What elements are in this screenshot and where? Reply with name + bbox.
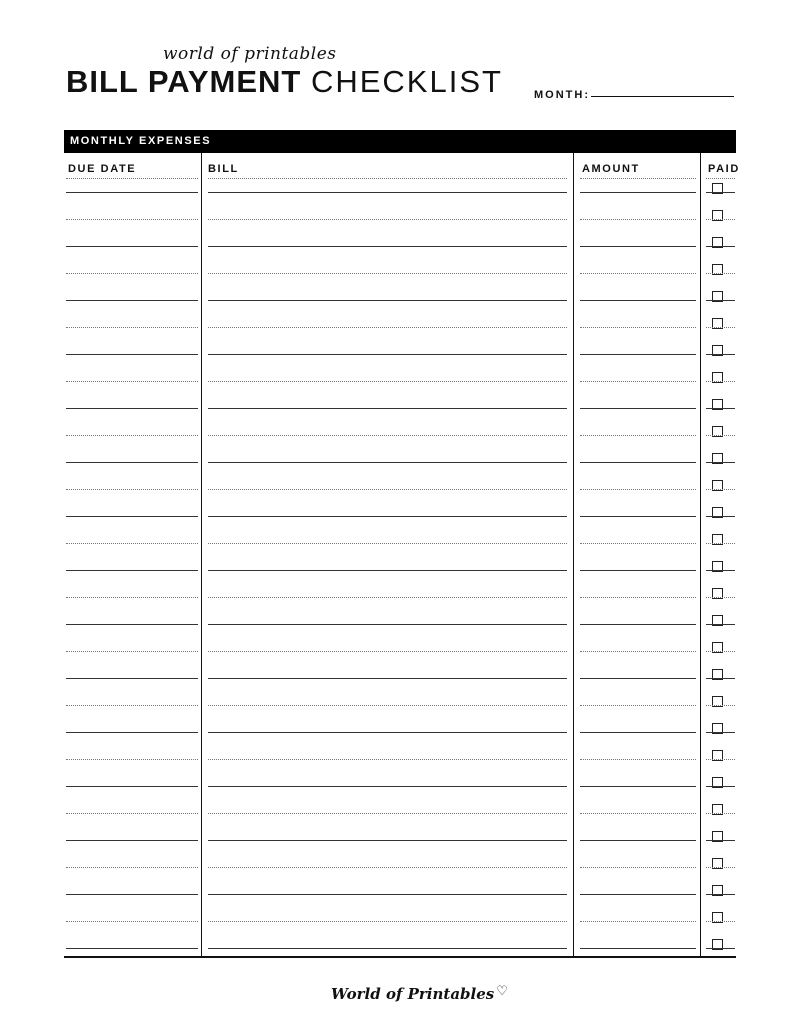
dotted-rule — [706, 651, 735, 652]
dotted-rule — [580, 435, 696, 436]
dotted-rule — [66, 543, 198, 544]
writing-line — [208, 408, 567, 409]
column-header-due-date: DUE DATE — [68, 163, 137, 175]
dotted-rule — [580, 597, 696, 598]
writing-line — [66, 570, 198, 571]
dotted-rule — [580, 273, 696, 274]
dotted-rule — [66, 435, 198, 436]
dotted-rule — [66, 651, 198, 652]
dotted-rule — [208, 543, 567, 544]
writing-line — [706, 786, 735, 787]
dotted-rule — [580, 543, 696, 544]
dotted-rule — [66, 597, 198, 598]
writing-line — [580, 408, 696, 409]
title-light: CHECKLIST — [310, 64, 503, 99]
writing-line — [706, 570, 735, 571]
writing-line — [706, 624, 735, 625]
dotted-rule — [580, 759, 696, 760]
writing-line — [208, 246, 567, 247]
writing-line — [580, 354, 696, 355]
writing-line — [208, 570, 567, 571]
dotted-rule — [706, 543, 735, 544]
dotted-rule — [208, 597, 567, 598]
dotted-rule — [706, 705, 735, 706]
writing-line — [706, 354, 735, 355]
dotted-rule — [706, 435, 735, 436]
dotted-rule — [66, 381, 198, 382]
dotted-rule — [208, 813, 567, 814]
writing-line — [706, 192, 735, 193]
dotted-rule — [706, 867, 735, 868]
month-label: MONTH: — [534, 89, 590, 101]
dotted-rule — [66, 178, 198, 179]
writing-line — [706, 408, 735, 409]
writing-line — [66, 192, 198, 193]
dotted-rule — [208, 327, 567, 328]
writing-line — [706, 732, 735, 733]
writing-line — [208, 516, 567, 517]
writing-line — [66, 894, 198, 895]
dotted-rule — [580, 327, 696, 328]
writing-line — [706, 462, 735, 463]
dotted-rule — [706, 759, 735, 760]
writing-line — [706, 678, 735, 679]
dotted-rule — [580, 867, 696, 868]
writing-line — [208, 840, 567, 841]
dotted-rule — [580, 219, 696, 220]
dotted-rule — [208, 273, 567, 274]
dotted-rule — [208, 705, 567, 706]
dotted-rule — [208, 435, 567, 436]
dotted-rule — [66, 705, 198, 706]
dotted-rule — [208, 178, 567, 179]
dotted-rule — [706, 327, 735, 328]
dotted-rule — [706, 489, 735, 490]
dotted-rule — [706, 921, 735, 922]
title-bold: BILL PAYMENT — [66, 64, 302, 99]
writing-line — [208, 678, 567, 679]
writing-line — [706, 894, 735, 895]
writing-line — [580, 570, 696, 571]
writing-line — [208, 732, 567, 733]
dotted-rule — [580, 381, 696, 382]
footer-logo-text: World of Printables — [331, 985, 495, 1003]
dotted-rule — [66, 327, 198, 328]
dotted-rule — [706, 219, 735, 220]
dotted-rule — [706, 597, 735, 598]
writing-line — [66, 462, 198, 463]
writing-line — [208, 300, 567, 301]
dotted-rule — [66, 867, 198, 868]
dotted-rule — [208, 921, 567, 922]
writing-line — [580, 462, 696, 463]
writing-line — [580, 624, 696, 625]
dotted-rule — [580, 813, 696, 814]
dotted-rule — [706, 178, 735, 179]
writing-line — [208, 192, 567, 193]
dotted-rule — [706, 813, 735, 814]
section-bar: MONTHLY EXPENSES — [64, 130, 736, 153]
table-bottom-line — [64, 956, 736, 958]
writing-line — [580, 678, 696, 679]
column-header-bill: BILL — [208, 163, 239, 175]
writing-line — [66, 840, 198, 841]
writing-line — [208, 462, 567, 463]
writing-line — [580, 840, 696, 841]
dotted-rule — [66, 921, 198, 922]
dotted-rule — [66, 813, 198, 814]
writing-line — [580, 516, 696, 517]
writing-line — [66, 354, 198, 355]
writing-line — [706, 246, 735, 247]
column-header-amount: AMOUNT — [582, 163, 640, 175]
writing-line — [66, 408, 198, 409]
writing-line — [208, 786, 567, 787]
dotted-rule — [580, 921, 696, 922]
writing-line — [580, 894, 696, 895]
writing-line — [66, 624, 198, 625]
dotted-rule — [208, 489, 567, 490]
writing-line — [66, 516, 198, 517]
writing-line — [706, 300, 735, 301]
heart-icon: ♡ — [496, 984, 508, 999]
writing-line — [66, 786, 198, 787]
dotted-rule — [208, 219, 567, 220]
writing-line — [580, 246, 696, 247]
writing-line — [580, 786, 696, 787]
writing-line — [208, 624, 567, 625]
writing-line — [706, 948, 735, 949]
writing-line — [208, 894, 567, 895]
column-header-paid: PAID — [708, 163, 740, 175]
logo-script: world of printables — [163, 44, 337, 64]
dotted-rule — [66, 759, 198, 760]
dotted-rule — [66, 219, 198, 220]
writing-line — [208, 354, 567, 355]
dotted-rule — [208, 759, 567, 760]
writing-line — [580, 300, 696, 301]
footer-logo — [331, 984, 508, 1003]
dotted-rule — [580, 651, 696, 652]
dotted-rule — [580, 178, 696, 179]
dotted-rule — [706, 381, 735, 382]
dotted-rule — [208, 867, 567, 868]
writing-line — [208, 948, 567, 949]
writing-line — [580, 732, 696, 733]
writing-line — [66, 678, 198, 679]
dotted-rule — [706, 273, 735, 274]
dotted-rule — [580, 489, 696, 490]
writing-line — [580, 948, 696, 949]
dotted-rule — [66, 273, 198, 274]
dotted-rule — [208, 381, 567, 382]
writing-line — [706, 840, 735, 841]
writing-line — [66, 948, 198, 949]
writing-line — [580, 192, 696, 193]
dotted-rule — [66, 489, 198, 490]
writing-line — [706, 516, 735, 517]
dotted-rule — [208, 651, 567, 652]
writing-line — [66, 732, 198, 733]
writing-line — [66, 300, 198, 301]
dotted-rule — [580, 705, 696, 706]
writing-line — [66, 246, 198, 247]
